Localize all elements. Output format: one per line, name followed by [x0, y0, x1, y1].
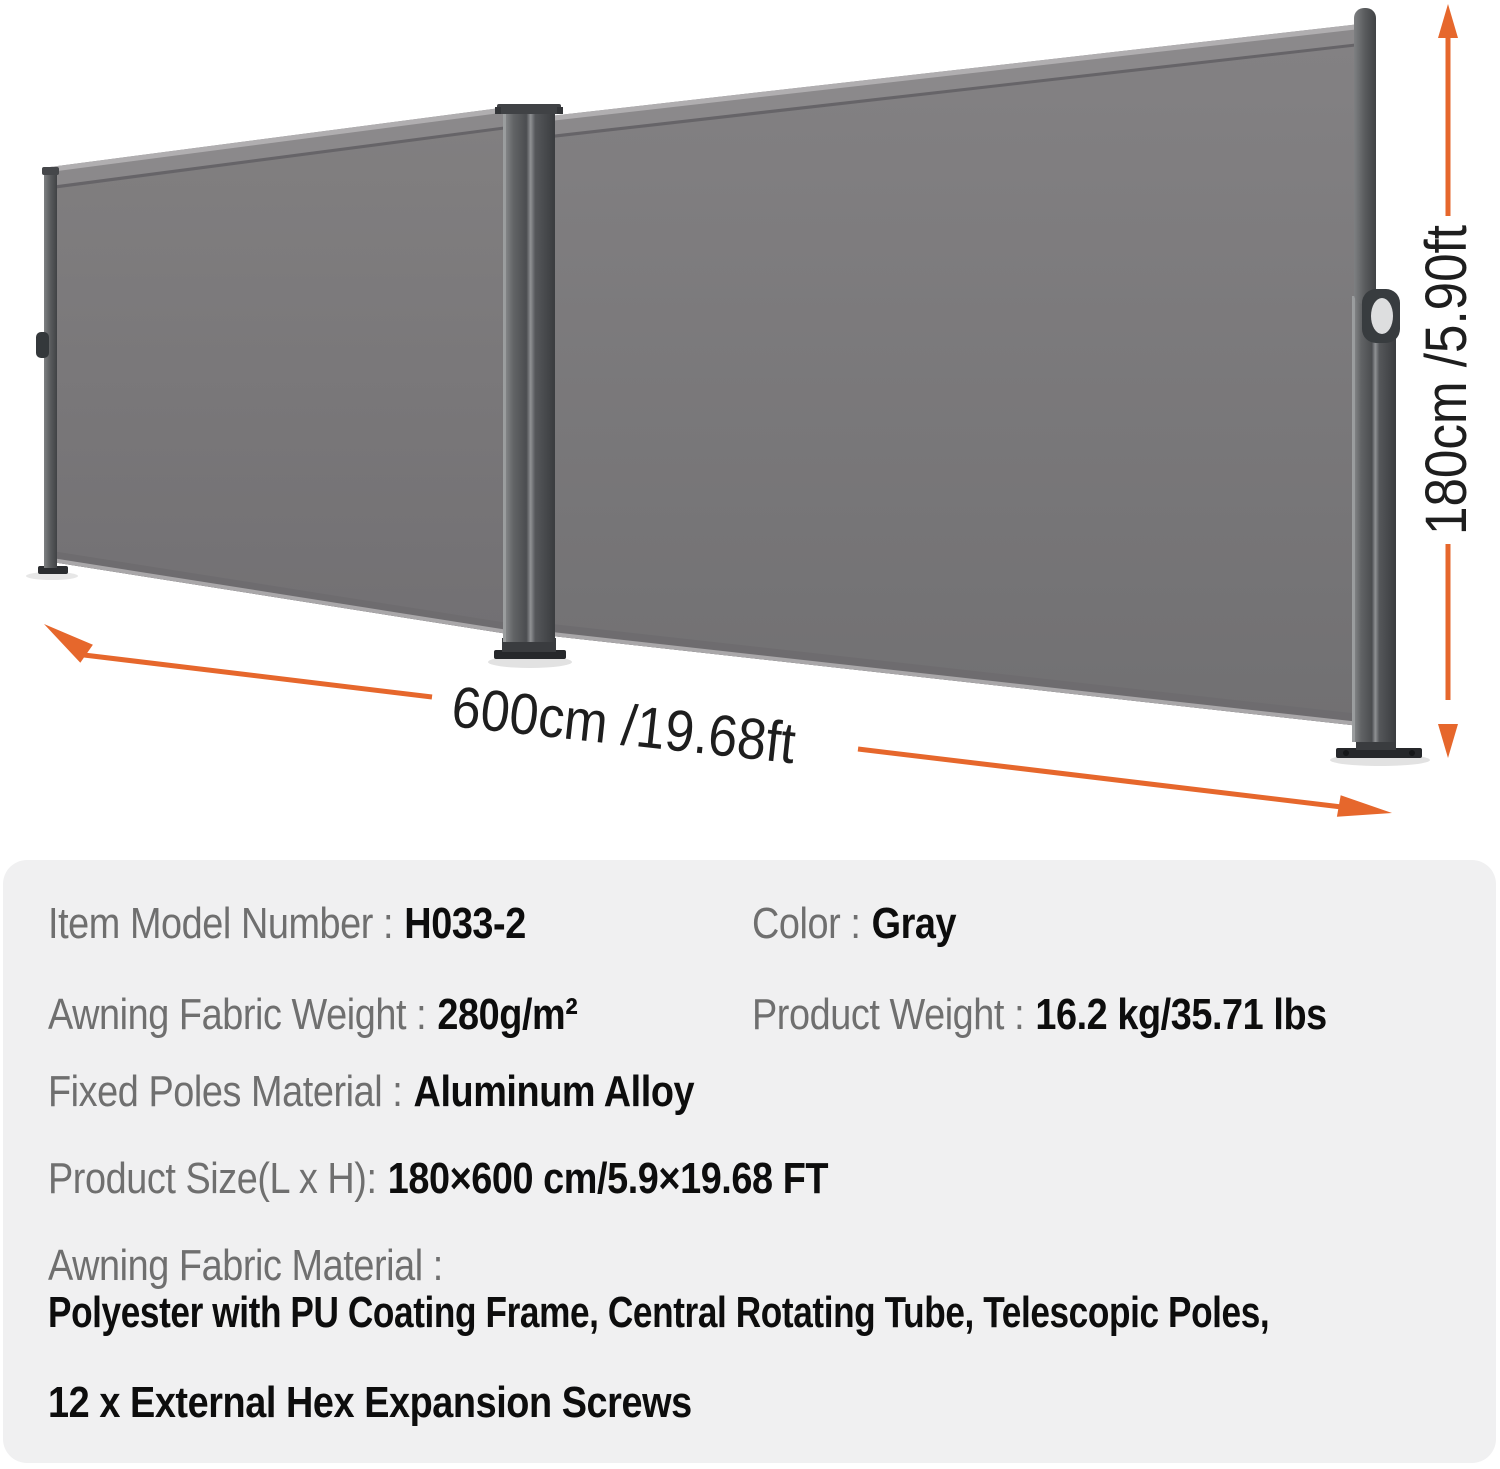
right-pole-lower-tube — [1352, 296, 1396, 742]
center-pole-cap-flange-right — [557, 107, 563, 114]
spec-item-color — [752, 900, 956, 948]
spec-value: 12 x External Hex Expansion Screws — [48, 1378, 692, 1427]
spec-label: Color : — [752, 899, 861, 948]
fabric-right — [552, 46, 1360, 726]
fabric-left — [52, 129, 508, 634]
spec-item-poles-material — [48, 1068, 694, 1116]
spec-item-model — [48, 900, 526, 948]
spec-label: Awning Fabric Material : — [48, 1241, 443, 1290]
spec-item-included-hardware — [48, 1379, 692, 1427]
base-bolt-right — [1409, 750, 1415, 756]
spec-value: 280g/m² — [437, 990, 578, 1039]
fabric-panel-left — [50, 107, 508, 634]
spec-item-product-weight — [752, 991, 1327, 1039]
base-bolt-left — [1343, 750, 1349, 756]
spec-label: Product Size(L x H): — [48, 1154, 377, 1203]
spec-value: H033-2 — [404, 899, 526, 948]
right-pole-edge-highlight — [1352, 296, 1355, 742]
fabric-panel-right — [550, 24, 1360, 726]
center-pole-body — [503, 112, 555, 642]
center-pole-edge-highlight — [503, 112, 506, 642]
spec-label: Item Model Number : — [48, 899, 394, 948]
arrowhead-right-icon — [1337, 795, 1392, 817]
right-pole-handle-opening — [1371, 298, 1393, 334]
spec-value: Gray — [871, 899, 957, 948]
center-pole-cap-flange-left — [495, 107, 501, 114]
spec-value: 180×600 cm/5.9×19.68 FT — [387, 1154, 829, 1203]
right-pole-upper-tube — [1354, 8, 1376, 304]
spec-item-product-size — [48, 1155, 828, 1203]
length-line-right — [858, 749, 1350, 808]
arrowhead-up-icon — [1438, 4, 1458, 38]
left-pole-handle-knob — [36, 332, 49, 358]
spec-value: 16.2 kg/35.71 lbs — [1035, 990, 1327, 1039]
spec-item-fabric-material-label — [48, 1242, 443, 1290]
spec-item-fabric-weight — [48, 991, 577, 1039]
length-dimension-label: 600cm /19.68ft — [448, 674, 838, 781]
arrowhead-down-icon — [1438, 724, 1458, 758]
spec-value: Polyester with PU Coating Frame, Central Rotating Tube, Telescopic Poles, — [48, 1288, 1270, 1337]
spec-label: Fixed Poles Material : — [48, 1067, 403, 1116]
length-line-left — [84, 655, 432, 697]
height-dimension-label: 180cm /5.90ft — [1414, 183, 1479, 535]
spec-label: Awning Fabric Weight : — [48, 990, 427, 1039]
center-pole-cap — [497, 104, 561, 114]
left-pole-cap — [42, 167, 59, 175]
spec-value: Aluminum Alloy — [413, 1067, 695, 1116]
left-pole-body — [44, 174, 57, 568]
spec-label: Product Weight : — [752, 990, 1025, 1039]
spec-item-fabric-material-value — [48, 1289, 1269, 1337]
